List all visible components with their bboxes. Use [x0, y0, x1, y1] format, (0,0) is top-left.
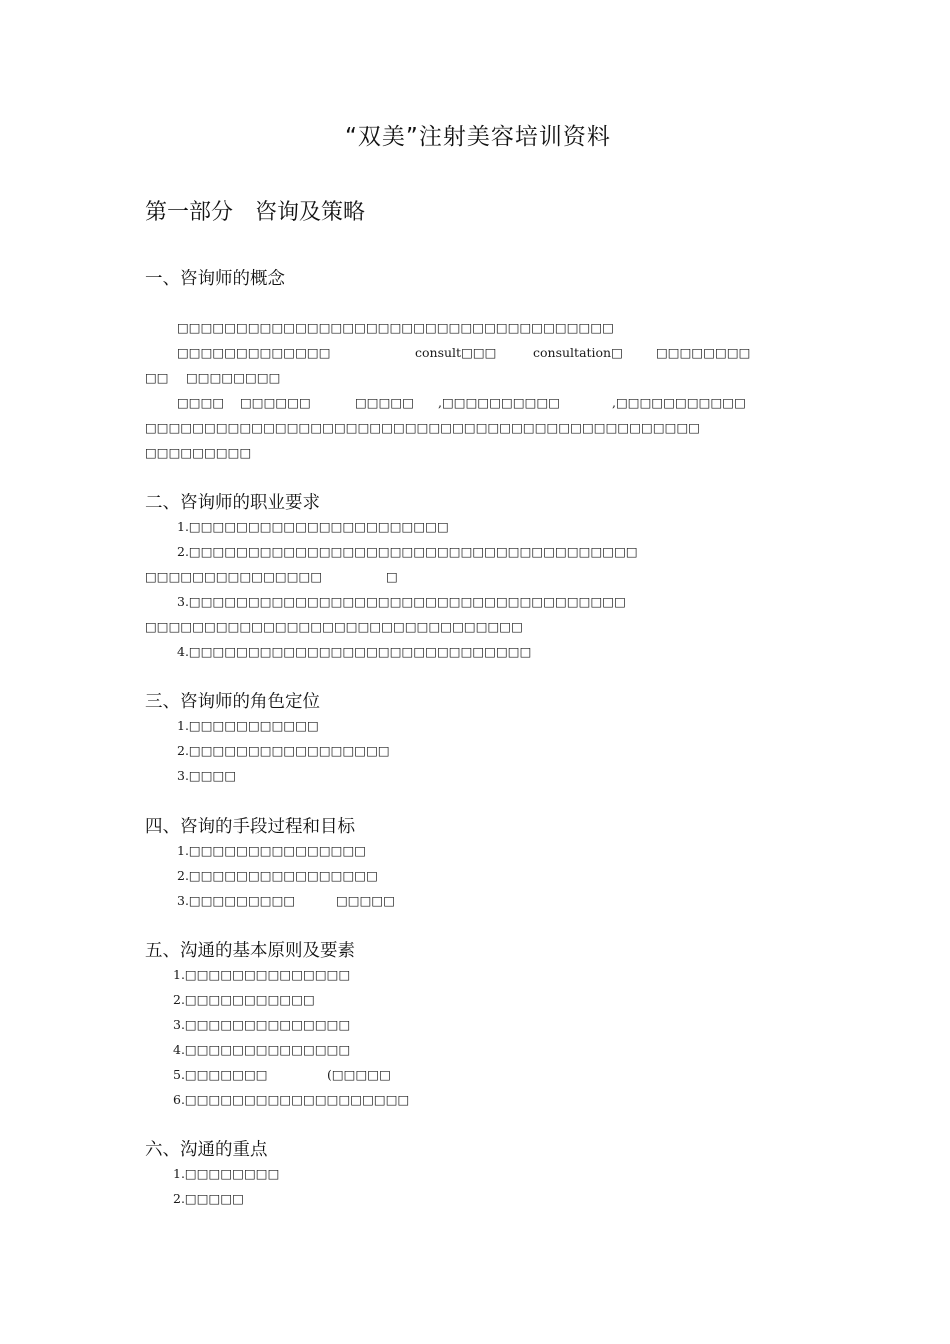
body-line: □□□□□	[355, 395, 415, 410]
body-line: □□□□□□□□□□□□□□□	[145, 569, 323, 584]
section-heading-4: 四、咨询的手段过程和目标	[145, 817, 355, 837]
list-item: 1.□□□□□□□□	[173, 1166, 280, 1181]
list-item: 5.□□□□□□□	[173, 1067, 268, 1082]
body-line: □□□□□□□□	[186, 370, 281, 385]
section-heading-6: 六、沟通的重点	[145, 1140, 268, 1160]
list-item: 2.□□□□□□□□□□□	[173, 992, 315, 1007]
body-line: □□	[145, 370, 169, 385]
list-item: 2.□□□□□□□□□□□□□□□□□	[177, 743, 390, 758]
body-line: □□□□□□□□□□□□□□□□□□□□□□□□□□□□□□□□	[145, 619, 523, 634]
list-item: 2.□□□□□□□□□□□□□□□□	[177, 868, 378, 883]
list-item: 1.□□□□□□□□□□□□□□□□□□□□□□	[177, 519, 449, 534]
section-heading-5: 五、沟通的基本原则及要素	[145, 941, 355, 961]
section-heading-3: 三、咨询师的角色定位	[145, 692, 320, 712]
body-line: ,□□□□□□□□□□	[438, 395, 561, 410]
list-item: 1.□□□□□□□□□□□	[177, 718, 319, 733]
body-line: □□□□□□□□	[656, 345, 751, 360]
list-item: 4.□□□□□□□□□□□□□□□□□□□□□□□□□□□□□	[177, 644, 532, 659]
part-title: 第一部分 咨询及策略	[145, 200, 366, 225]
list-item: 1.□□□□□□□□□□□□□□□	[177, 843, 367, 858]
list-item: 2.□□□□□	[173, 1191, 244, 1206]
body-line: □□□□□□□□□□□□□□□□□□□□□□□□□□□□□□□□□□□□□	[177, 320, 614, 335]
list-item: 1.□□□□□□□□□□□□□□	[173, 967, 351, 982]
body-line: □□□□	[177, 395, 225, 410]
body-line: □□□□□□	[240, 395, 311, 410]
list-item: 6.□□□□□□□□□□□□□□□□□□□	[173, 1092, 410, 1107]
body-line: □□□□□□□□□	[145, 445, 252, 460]
body-line: ,□□□□□□□□□□□	[612, 395, 746, 410]
body-line: (□□□□□	[327, 1067, 391, 1082]
list-item: 3.□□□□	[177, 768, 237, 783]
list-item: 3.□□□□□□□□□□□□□□	[173, 1017, 351, 1032]
body-line: consult□□□	[415, 345, 497, 360]
body-line: □□□□□□□□□□□□□□□□□□□□□□□□□□□□□□□□□□□□□□□□□□□□□□□	[145, 420, 701, 435]
document-title: “双美”注射美容培训资料	[345, 124, 611, 150]
list-item: 3.□□□□□□□□□	[177, 893, 296, 908]
list-item: 4.□□□□□□□□□□□□□□	[173, 1042, 351, 1057]
section-heading-1: 一、咨询师的概念	[145, 269, 285, 289]
body-line: □	[386, 569, 398, 584]
list-item: 3.□□□□□□□□□□□□□□□□□□□□□□□□□□□□□□□□□□□□□	[177, 594, 626, 609]
body-line: □□□□□□□□□□□□□	[177, 345, 331, 360]
section-heading-2: 二、咨询师的职业要求	[145, 493, 320, 513]
list-item: 2.□□□□□□□□□□□□□□□□□□□□□□□□□□□□□□□□□□□□□□	[177, 544, 638, 559]
body-line: □□□□□	[336, 893, 396, 908]
body-line: consultation□	[533, 345, 623, 360]
